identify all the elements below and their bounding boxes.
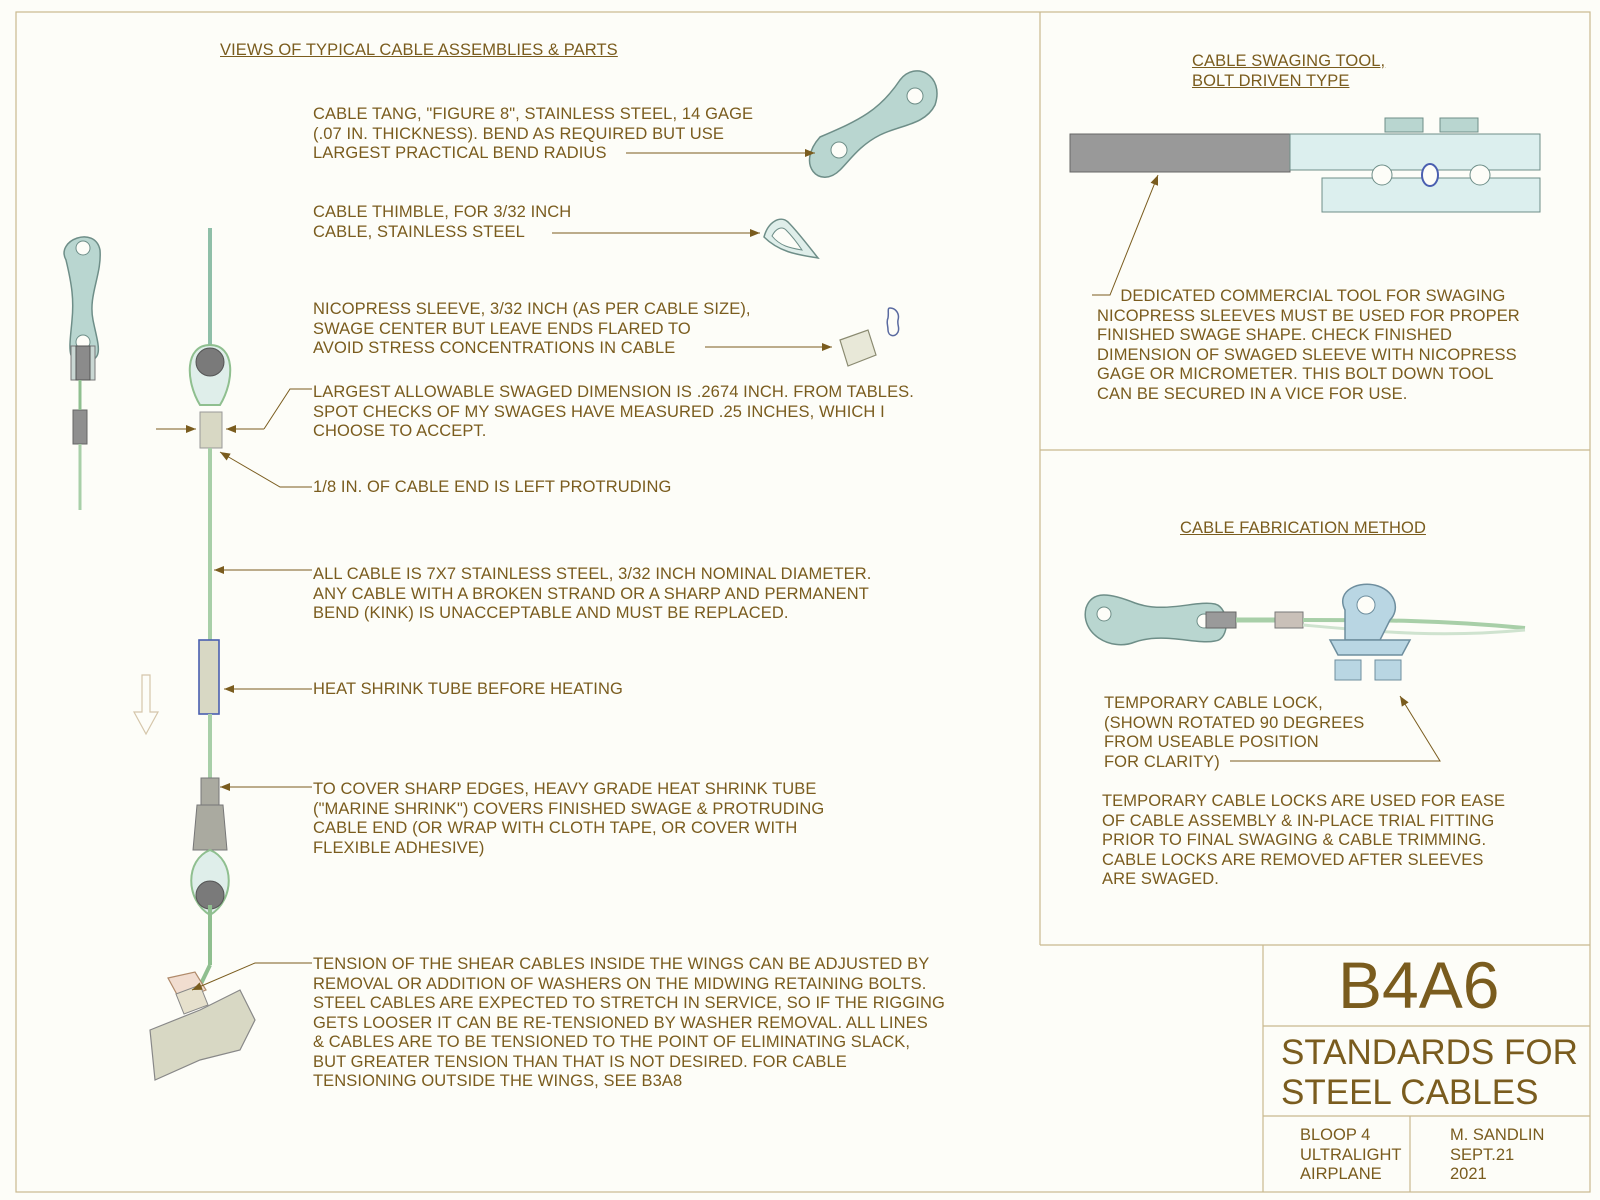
note-cable-tang: CABLE TANG, "FIGURE 8", STAINLESS STEEL, 14 GAGE (.07 IN. THICKNESS). BEND AS REQUIRED BUT USE LARGEST PRACTICAL BEND RADIUS [313,105,754,162]
note-protruding-end: 1/8 IN. OF CABLE END IS LEFT PROTRUDING [313,478,672,496]
author-date: M. SANDLIN SEPT.21 2021 [1450,1126,1545,1183]
note-cable-thimble: CABLE THIMBLE, FOR 3/32 INCH CABLE, STAINLESS STEEL [313,203,572,241]
note-cover-edges: TO COVER SHARP EDGES, HEAVY GRADE HEAT SHRINK TUBE ("MARINE SHRINK") COVERS FINISHED SWAGE & PROTRUDING CABLE END (OR WRAP WITH CLOTH TAPE, OR COVER WITH FLEXIBLE ADHESIVE) [313,780,825,857]
note-heat-shrink: HEAT SHRINK TUBE BEFORE HEATING [313,680,623,698]
note-nicopress-sleeve: NICOPRESS SLEEVE, 3/32 INCH (AS PER CABLE SIZE), SWAGE CENTER BUT LEAVE ENDS FLARED TO AVOID STRESS CONCENTRATIONS IN CABLE [313,300,751,357]
fab-panel-text: TEMPORARY CABLE LOCKS ARE USED FOR EASE OF CABLE ASSEMBLY & IN-PLACE TRIAL FITTING PRIOR TO FINAL SWAGING & CABLE TRIMMING. CABLE LOCKS ARE REMOVED AFTER SLEEVES ARE SWAGED. [1102,792,1506,888]
cable-thimble-part [764,219,818,258]
cable-lock-label: TEMPORARY CABLE LOCK, (SHOWN ROTATED 90 DEGREES FROM USEABLE POSITION FOR CLARITY) [1104,694,1365,771]
project-name: BLOOP 4 ULTRALIGHT AIRPLANE [1300,1126,1402,1183]
fab-panel-title: CABLE FABRICATION METHOD [1180,519,1426,537]
note-tensioning: TENSION OF THE SHEAR CABLES INSIDE THE WINGS CAN BE ADJUSTED BY REMOVAL OR ADDITION OF WASHERS ON THE MIDWING RETAINING BOLTS. STEEL CABLES ARE EXPECTED TO STRETCH IN SERVICE, SO IF THE RIGGING GETS LOOSER IT CAN BE RE-TENSIONED BY WASHER REMOVAL. ALL LINES & CABLES ARE TO BE TENSIONED TO THE POINT OF ELIMINATING SLACK, BUT GREATER TENSION THAN THAT IS NOT DESIRED. FOR CABLE TENSIONING OUTSIDE THE WINGS, SEE B3A8 [313,955,945,1090]
center-cable-assembly [134,228,255,1080]
drawing-title: STANDARDS FOR STEEL CABLES [1281,1033,1578,1112]
tool-leader [1092,175,1158,295]
tool-panel-title: CABLE SWAGING TOOL, BOLT DRIVEN TYPE [1192,52,1386,90]
note-cable-spec: ALL CABLE IS 7X7 STAINLESS STEEL, 3/32 INCH NOMINAL DIAMETER. ANY CABLE WITH A BROKEN STRAND OR A SHARP AND PERMANENT BEND (KINK) IS UNACCEPTABLE AND MUST BE REPLACED. [313,565,872,622]
nicopress-sleeve-part [840,308,899,366]
tool-panel-text: DEDICATED COMMERCIAL TOOL FOR SWAGING NICOPRESS SLEEVES MUST BE USED FOR PROPER FINISHED SWAGE SHAPE. CHECK FINISHED DIMENSION OF SWAGED SLEEVE WITH NICOPRESS GAGE OR MICROMETER. THIS BOLT DOWN TOOL CAN BE SECURED IN A VICE FOR USE. [1097,287,1520,403]
note-swaged-dimension: LARGEST ALLOWABLE SWAGED DIMENSION IS .2674 INCH. FROM TABLES. SPOT CHECKS OF MY SWAGES HAVE MEASURED .25 INCHES, WHICH I CHOOSE TO ACCEPT. [313,383,914,440]
drawing-id: B4A6 [1338,948,1500,1022]
cable-fabrication-drawing [1085,584,1525,680]
main-title: VIEWS OF TYPICAL CABLE ASSEMBLIES & PARTS [220,41,618,59]
swaging-tool-drawing [1070,118,1540,212]
left-cable-assembly [64,237,100,510]
cable-tang-part [810,71,937,177]
